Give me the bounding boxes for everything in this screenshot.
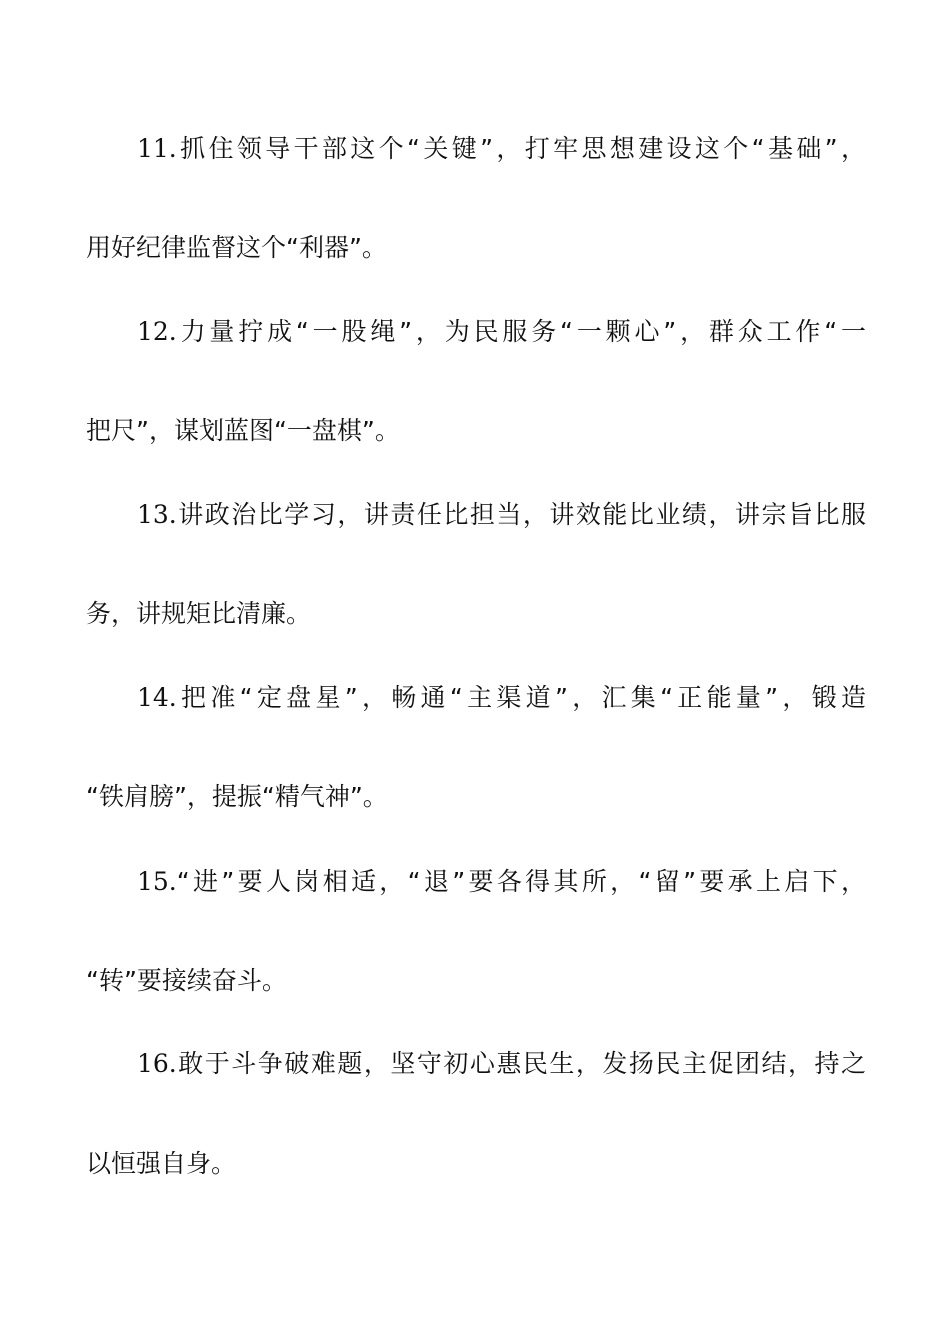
paragraph-14-line-1 [137, 682, 866, 714]
paragraph-13-line-1 [137, 499, 866, 531]
paragraph-11-line-2: 用好纪律监督这个“利器”。 [86, 233, 387, 262]
paragraph-13-text: 讲政治比学习，讲责任比担当，讲效能比业绩，讲宗旨比服 [176, 500, 866, 529]
paragraph-12-line-1 [137, 316, 866, 348]
paragraph-12-text: 力量拧成“一股绳”，为民服务“一颗心”，群众工作“一 [176, 317, 866, 346]
paragraph-14-line-2: “铁肩膀”，提振“精气神”。 [86, 782, 388, 811]
paragraph-11-number: 11. [137, 134, 177, 163]
paragraph-15-number: 15. [137, 867, 177, 896]
paragraph-16-line-1 [137, 1048, 866, 1080]
paragraph-13-line-2: 务，讲规矩比清廉。 [86, 599, 312, 628]
paragraph-15-line-2: “转”要接续奋斗。 [86, 966, 287, 995]
paragraph-15-line-1 [137, 866, 866, 898]
paragraph-16-text: 敢于斗争破难题，坚守初心惠民生，发扬民主促团结，持之 [176, 1049, 866, 1078]
paragraph-14-number: 14. [137, 683, 177, 712]
paragraph-11-text: 抓住领导干部这个“关键”，打牢思想建设这个“基础”， [176, 134, 866, 163]
paragraph-15-text: “进”要人岗相适，“退”要各得其所，“留”要承上启下， [176, 867, 866, 896]
paragraph-12-line-2: 把尺”，谋划蓝图“一盘棋”。 [86, 416, 400, 445]
paragraph-12-number: 12. [137, 317, 177, 346]
paragraph-13-number: 13. [137, 500, 177, 529]
paragraph-16-line-2: 以恒强自身。 [86, 1149, 237, 1178]
paragraph-16-number: 16. [137, 1049, 177, 1078]
paragraph-14-text: 把准“定盘星”，畅通“主渠道”，汇集“正能量”，锻造 [176, 683, 866, 712]
paragraph-11-line-1 [137, 133, 866, 165]
